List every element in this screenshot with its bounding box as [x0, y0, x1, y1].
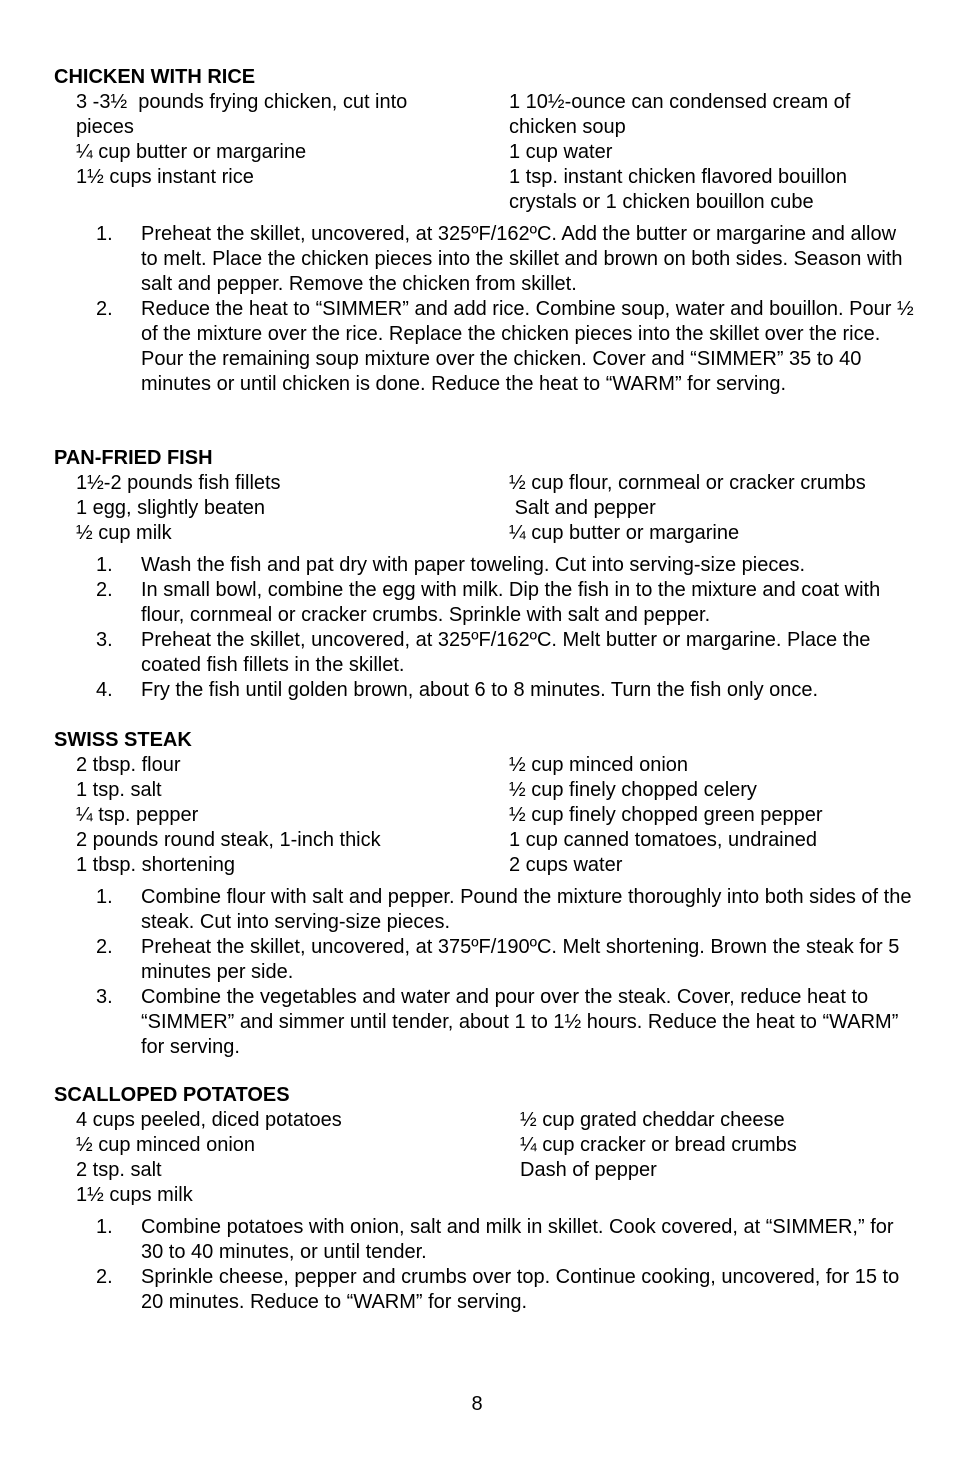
ingredient-column-left [76, 1108, 476, 1208]
ingredient-list [54, 1108, 914, 1208]
instruction-list [54, 1215, 914, 1315]
step-number: 4. [96, 679, 113, 701]
step-text: Combine the vegetables and water and pour over the steak. Cover, reduce heat to “SIMMER” and simmer until tender, about 1 to 1½ hours. Reduce the heat to “WARM” for serving. [141, 986, 899, 1058]
ingredient-item: 1 egg, slightly beaten [76, 497, 266, 519]
instruction-list [54, 885, 914, 1060]
step-number: 3. [96, 986, 113, 1008]
ingredient-list [54, 753, 914, 878]
ingredient-item: 4 cups peeled, diced potatoes [76, 1109, 342, 1131]
step-text: Reduce the heat to “SIMMER” and add rice. Combine soup, water and bouillon. Pour ½ of the mixture over the rice. Replace the chicken pieces into the skillet over the rice. Pour the remaining soup mixture over the chicken. Cover and “SIMMER” 35 to 40 minutes or until chicken is done. Reduce the heat to “WARM” for serving. [141, 298, 914, 395]
ingredient-item: ½ cup minced onion [509, 754, 689, 776]
ingredient-item: ¼ cup cracker or bread crumbs [520, 1134, 797, 1156]
step-number: 2. [96, 298, 113, 320]
ingredient-item: 1 tsp. instant chicken flavored bouillon [509, 166, 847, 188]
ingredient-item: 1½ cups instant rice [76, 166, 254, 188]
ingredient-item: 1 tsp. salt [76, 779, 162, 801]
recipe-chicken-with-rice [54, 65, 914, 397]
step-number: 1. [96, 886, 113, 908]
ingredient-item: ½ cup minced onion [76, 1134, 256, 1156]
step-number: 1. [96, 1216, 113, 1238]
recipe-title: SWISS STEAK [54, 729, 192, 751]
step-text: Sprinkle cheese, pepper and crumbs over top. Continue cooking, uncovered, for 15 to 20 minutes. Reduce to “WARM” for serving. [141, 1266, 900, 1313]
ingredient-item: 2 cups water [509, 854, 623, 876]
ingredient-item: ¼ tsp. pepper [76, 804, 199, 826]
recipe-title: SCALLOPED POTATOES [54, 1084, 290, 1106]
ingredient-item: ¼ cup butter or margarine [76, 141, 307, 163]
ingredient-item: ½ cup finely chopped green pepper [509, 804, 823, 826]
instruction-step [54, 985, 914, 1060]
ingredient-column-left [76, 753, 476, 878]
ingredient-item: 1 cup canned tomatoes, undrained [509, 829, 817, 851]
step-text: Fry the fish until golden brown, about 6 to 8 minutes. Turn the fish only once. [141, 679, 819, 701]
ingredient-item: 1 tbsp. shortening [76, 854, 235, 876]
instruction-step [54, 222, 914, 297]
step-number: 3. [96, 629, 113, 651]
step-text: Preheat the skillet, uncovered, at 325ºF/162ºC. Melt butter or margarine. Place the coated fish fillets in the skillet. [141, 629, 871, 676]
ingredient-list [54, 471, 914, 546]
ingredient-column-right [509, 90, 929, 215]
ingredient-item: 2 tsp. salt [76, 1159, 162, 1181]
instruction-step [54, 578, 914, 628]
recipe-pan-fried-fish [54, 446, 914, 703]
ingredient-item: 2 tbsp. flour [76, 754, 181, 776]
instruction-step [54, 297, 914, 397]
recipe-title: CHICKEN WITH RICE [54, 66, 256, 88]
instruction-step [54, 885, 914, 935]
instruction-list [54, 222, 914, 397]
ingredient-column-left [76, 90, 476, 190]
instruction-step [54, 678, 914, 703]
ingredient-item: 1½ cups milk [76, 1184, 193, 1206]
ingredient-item: crystals or 1 chicken bouillon cube [509, 191, 814, 213]
step-text: Combine potatoes with onion, salt and milk in skillet. Cook covered, at “SIMMER,” for 30 to 40 minutes, or until tender. [141, 1216, 894, 1263]
ingredient-item: chicken soup [509, 116, 626, 138]
instruction-step [54, 935, 914, 985]
instruction-step [54, 1265, 914, 1315]
ingredient-item: ½ cup flour, cornmeal or cracker crumbs [509, 472, 866, 494]
step-text: In small bowl, combine the egg with milk. Dip the fish in to the mixture and coat with flour, cornmeal or cracker crumbs. Sprinkle with salt and pepper. [141, 579, 881, 626]
ingredient-item: ½ cup milk [76, 522, 172, 544]
ingredient-item: 1½-2 pounds fish fillets [76, 472, 281, 494]
step-number: 1. [96, 554, 113, 576]
recipe-title: PAN-FRIED FISH [54, 447, 213, 469]
ingredient-item: Salt and pepper [509, 497, 656, 519]
ingredient-item: ¼ cup butter or margarine [509, 522, 740, 544]
instruction-step [54, 1215, 914, 1265]
ingredient-item: pieces [76, 116, 134, 138]
ingredient-item: 1 cup water [509, 141, 613, 163]
step-text: Combine flour with salt and pepper. Pound the mixture thoroughly into both sides of the steak. Cut into serving-size pieces. [141, 886, 912, 933]
ingredient-item: 1 10½-ounce can condensed cream of [509, 91, 851, 113]
step-text: Wash the fish and pat dry with paper toweling. Cut into serving-size pieces. [141, 554, 806, 576]
ingredient-item: 3 -3½ pounds frying chicken, cut into [76, 91, 408, 113]
step-text: Preheat the skillet, uncovered, at 325ºF/162ºC. Add the butter or margarine and allow to melt. Place the chicken pieces into the skillet and brown on both sides. Season with salt and pepper. Remove the chicken from skillet. [141, 223, 903, 295]
recipe-swiss-steak [54, 728, 914, 1060]
ingredient-column-right [520, 1108, 940, 1183]
ingredient-item: ½ cup finely chopped celery [509, 779, 757, 801]
instruction-list [54, 553, 914, 703]
step-number: 2. [96, 936, 113, 958]
instruction-step [54, 553, 914, 578]
recipe-scalloped-potatoes [54, 1083, 914, 1315]
ingredient-item: ½ cup grated cheddar cheese [520, 1109, 785, 1131]
ingredient-item: 2 pounds round steak, 1-inch thick [76, 829, 381, 851]
ingredient-column-right [509, 471, 929, 546]
step-number: 2. [96, 579, 113, 601]
step-number: 1. [96, 223, 113, 245]
step-number: 2. [96, 1266, 113, 1288]
ingredient-item: Dash of pepper [520, 1159, 657, 1181]
ingredient-column-left [76, 471, 476, 546]
instruction-step [54, 628, 914, 678]
page-number: 8 [471, 1393, 483, 1415]
ingredient-list [54, 90, 914, 215]
ingredient-column-right [509, 753, 929, 878]
step-text: Preheat the skillet, uncovered, at 375ºF/190ºC. Melt shortening. Brown the steak for 5 minutes per side. [141, 936, 900, 983]
